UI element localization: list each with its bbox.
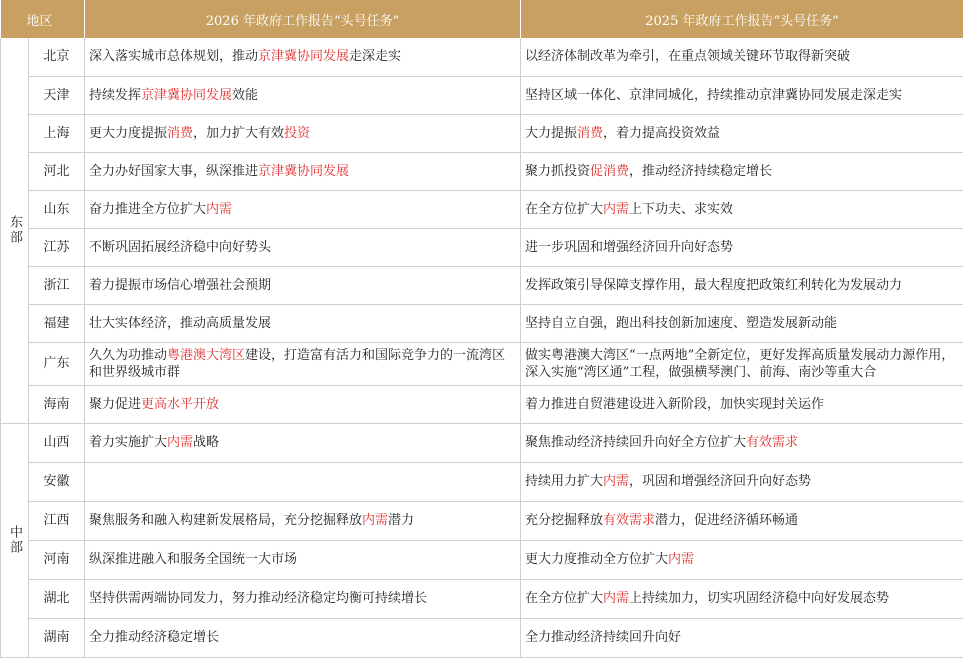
table-row [1, 501, 963, 540]
task-2026-cell [85, 76, 521, 114]
province-cell: 北京 [29, 38, 85, 76]
province-cell: 江苏 [29, 228, 85, 266]
task-text: 着力推进自贸港建设进入新阶段，加快实现封关运作 [525, 396, 825, 412]
task-2025-cell [521, 266, 963, 304]
task-text: 不断巩固拓展经济稳中向好势头 [89, 239, 272, 255]
highlight-text: 消费 [167, 125, 194, 141]
highlight-text: 内需 [362, 513, 389, 528]
task-2026-cell [85, 501, 521, 540]
task-text: ，加力扩大有效 [193, 125, 285, 141]
task-text: 聚力抓投资 [525, 163, 591, 179]
table-row [1, 618, 963, 657]
province-cell: 上海 [29, 114, 85, 152]
task-text: 持续发挥 [89, 87, 142, 103]
task-text: ，着力提高投资效益 [603, 125, 721, 141]
task-text: 效能 [232, 87, 259, 103]
task-text: 战略 [193, 435, 220, 450]
task-2025-cell [521, 385, 963, 423]
task-2025-cell [521, 114, 963, 152]
table-row [1, 38, 963, 76]
province-cell: 天津 [29, 76, 85, 114]
highlight-text: 粤港澳大湾区 [167, 347, 246, 363]
task-text: 发挥政策引导保障支撑作用，最大程度把政策红利转化为发展动力 [525, 277, 903, 293]
highlight-text: 内需 [167, 435, 194, 450]
header-region: 地区 [1, 0, 85, 38]
highlight-text: 促消费 [590, 163, 630, 179]
highlight-text: 有效需求 [746, 435, 799, 450]
task-text: 着力实施扩大 [89, 435, 168, 450]
task-text: ，推动经济持续稳定增长 [629, 163, 773, 179]
task-2026-cell [85, 228, 521, 266]
table-row [1, 76, 963, 114]
task-2025-cell [521, 38, 963, 76]
table-row [1, 342, 963, 385]
task-2026-cell [85, 579, 521, 618]
header-2026: 2026 年政府工作报告“头号任务” [85, 0, 521, 38]
table-row [1, 114, 963, 152]
task-text: 更大力度推动全方位扩大 [525, 552, 669, 567]
task-text: 久久为功推动 [89, 347, 168, 363]
task-2026-cell [85, 342, 521, 385]
task-2025-cell [521, 618, 963, 657]
task-text: 聚力促进 [89, 396, 142, 412]
table-row [1, 385, 963, 423]
highlight-text: 内需 [668, 552, 695, 567]
task-2025-cell [521, 304, 963, 342]
task-text: 纵深推进融入和服务全国统一大市场 [89, 552, 298, 567]
task-text: 奋力推进全方位扩大 [89, 201, 207, 217]
province-cell: 湖南 [29, 618, 85, 657]
table-row [1, 228, 963, 266]
task-text: 建设，打造富有活力和国际竞争力的一流湾区和世界级城市群 [89, 347, 506, 380]
table-header-row [1, 0, 963, 38]
task-text: 以经济体制改革为牵引，在重点领域关键环节取得新突破 [525, 49, 851, 65]
task-text: 上下功夫、求实效 [629, 201, 734, 217]
task-text: 聚焦推动经济持续回升向好全方位扩大 [525, 435, 747, 450]
task-2026-cell [85, 385, 521, 423]
task-text: 坚持供需两端协同发力，努力推动经济稳定均衡可持续增长 [89, 591, 428, 606]
task-text: ，巩固和增强经济回升向好态势 [629, 474, 812, 489]
highlight-text: 内需 [603, 201, 630, 217]
region-label: 中部 [1, 423, 29, 657]
highlight-text: 内需 [603, 591, 630, 606]
task-text: 着力提振市场信心增强社会预期 [89, 277, 272, 293]
task-2026-cell [85, 152, 521, 190]
highlight-text: 内需 [603, 474, 630, 489]
province-cell: 湖北 [29, 579, 85, 618]
task-text: 全力推动经济稳定增长 [89, 630, 220, 645]
task-text: 大力提振 [525, 125, 578, 141]
task-text: 更大力度提振 [89, 125, 168, 141]
task-2025-cell [521, 152, 963, 190]
highlight-text: 投资 [284, 125, 311, 141]
task-2025-cell [521, 579, 963, 618]
task-text: 做实粤港澳大湾区“一点两地”全新定位，更好发挥高质量发展动力源作用，深入实施“湾区通”工程，做强横琴澳门、前海、南沙等重大合 [525, 347, 955, 380]
table-row [1, 190, 963, 228]
region-label: 东部 [1, 38, 29, 423]
task-2025-cell [521, 76, 963, 114]
table-row [1, 579, 963, 618]
highlight-text: 消费 [577, 125, 604, 141]
task-2026-cell [85, 38, 521, 76]
task-text: 上持续加力，切实巩固经济稳中向好发展态势 [629, 591, 890, 606]
table-row [1, 462, 963, 501]
province-cell: 安徽 [29, 462, 85, 501]
province-cell: 山东 [29, 190, 85, 228]
table-row [1, 423, 963, 462]
task-2025-cell [521, 540, 963, 579]
table-body [1, 38, 963, 657]
highlight-text: 内需 [206, 201, 233, 217]
province-cell: 海南 [29, 385, 85, 423]
task-2025-cell [521, 501, 963, 540]
task-text: 壮大实体经济，推动高质量发展 [89, 315, 272, 331]
task-text: 走深走实 [349, 49, 402, 65]
task-text: 全力办好国家大事，纵深推进 [89, 163, 259, 179]
highlight-text: 更高水平开放 [141, 396, 220, 412]
table-row [1, 540, 963, 579]
task-2025-cell [521, 423, 963, 462]
table-row [1, 152, 963, 190]
task-text: 坚持区域一体化、京津同城化，持续推动京津冀协同发展走深走实 [525, 87, 903, 103]
task-2025-cell [521, 342, 963, 385]
highlight-text: 有效需求 [603, 513, 656, 528]
task-text: 全力推动经济持续回升向好 [525, 630, 682, 645]
task-text: 潜力，促进经济循环畅通 [655, 513, 799, 528]
task-text: 潜力 [388, 513, 415, 528]
province-cell: 山西 [29, 423, 85, 462]
task-text: 在全方位扩大 [525, 591, 604, 606]
task-2026-cell [85, 266, 521, 304]
highlight-text: 京津冀协同发展 [141, 87, 233, 103]
province-cell: 江西 [29, 501, 85, 540]
task-text: 持续用力扩大 [525, 474, 604, 489]
province-cell: 河南 [29, 540, 85, 579]
task-text: 聚焦服务和融入构建新发展格局，充分挖掘释放 [89, 513, 363, 528]
task-2026-cell [85, 618, 521, 657]
province-cell: 浙江 [29, 266, 85, 304]
header-2025: 2025 年政府工作报告“头号任务” [521, 0, 963, 38]
province-cell: 福建 [29, 304, 85, 342]
task-2026-cell [85, 114, 521, 152]
task-text: 进一步巩固和增强经济回升向好态势 [525, 239, 734, 255]
task-2026-cell [85, 540, 521, 579]
table-row [1, 304, 963, 342]
task-2025-cell [521, 228, 963, 266]
task-text: 坚持自立自强，跑出科技创新加速度、塑造发展新动能 [525, 315, 838, 331]
task-text: 深入落实城市总体规划，推动 [89, 49, 259, 65]
highlight-text: 京津冀协同发展 [258, 163, 350, 179]
province-cell: 广东 [29, 342, 85, 385]
table-row [1, 266, 963, 304]
highlight-text: 京津冀协同发展 [258, 49, 350, 65]
task-2025-cell [521, 462, 963, 501]
task-2026-cell [85, 462, 521, 501]
task-text: 在全方位扩大 [525, 201, 604, 217]
task-2026-cell [85, 190, 521, 228]
task-2025-cell [521, 190, 963, 228]
task-2026-cell [85, 304, 521, 342]
province-cell: 河北 [29, 152, 85, 190]
task-text: 充分挖掘释放 [525, 513, 604, 528]
task-2026-cell [85, 423, 521, 462]
